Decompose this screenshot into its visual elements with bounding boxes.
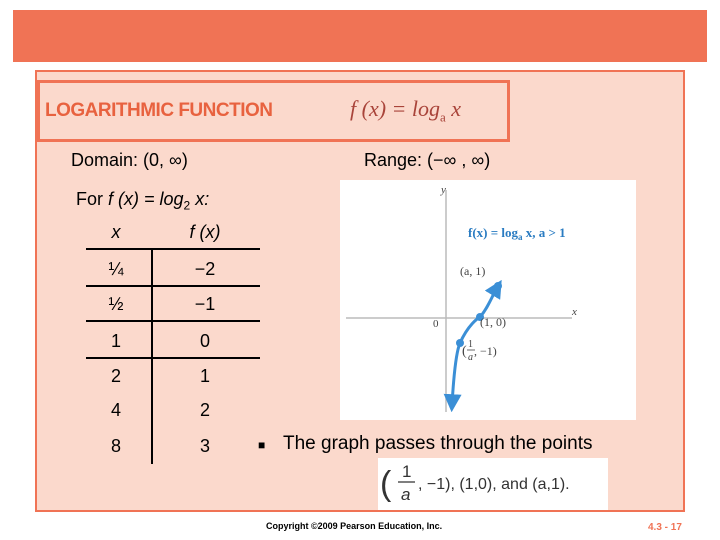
slide-number: 4.3 - 17 — [648, 522, 682, 533]
point-a-one — [494, 282, 502, 290]
y-axis-label: y — [441, 184, 446, 196]
example-heading: For f $(x) = \log_2 x$: — [76, 189, 210, 213]
frac-den: a — [401, 485, 411, 504]
table-header-rule — [86, 248, 260, 250]
slide-title: LOGARITHMIC FUNCTION — [45, 100, 273, 121]
table-row-rule — [86, 320, 260, 322]
table-cell-x: 1 — [110, 331, 121, 351]
domain-text: Domain: (0, ∞) — [71, 150, 188, 170]
table-cell-x: 2 — [110, 366, 121, 386]
svg-text:(: ( — [380, 465, 392, 503]
x-axis-label: x — [572, 306, 577, 318]
table-cell-fx: 1 — [199, 366, 210, 386]
point-a1-label: (a, 1) — [460, 264, 486, 278]
table-row-rule — [86, 285, 260, 287]
table-cell-x: 8 — [110, 436, 121, 456]
point-10-label: (1, 0) — [480, 315, 506, 329]
point-frac-paren: ( — [462, 344, 467, 359]
copyright-text: Copyright ©2009 Pearson Education, Inc. — [266, 521, 443, 531]
table-cell-fx: −1 — [194, 294, 216, 314]
point-frac-den: a — [468, 352, 473, 363]
frac-num: 1 — [402, 462, 412, 481]
bullet-icon: ■ — [258, 438, 266, 452]
bullet-text: The graph passes through the points — [283, 433, 593, 454]
table-header-x: x — [111, 222, 121, 242]
table-cell-x: ½ — [108, 294, 124, 314]
table-row-rule — [86, 357, 260, 359]
point-frac-num: 1 — [468, 339, 473, 350]
table-cell-fx: 3 — [199, 436, 210, 456]
point-frac-rest: , −1) — [474, 344, 497, 358]
points-formula — [378, 458, 608, 510]
table-cell-fx: 2 — [199, 400, 210, 420]
table-cell-fx: −2 — [194, 259, 216, 279]
top-banner — [13, 10, 707, 62]
range-text: Range: (−∞ , ∞) — [364, 150, 491, 170]
curve-label: $f(x) = \log_a x$, a > 1 — [468, 225, 566, 242]
origin-label: 0 — [433, 318, 439, 330]
points-rest: , −1), (1,0), and (a,1). — [418, 476, 570, 493]
table-cell-x: ¼ — [108, 259, 124, 279]
table-cell-x: 4 — [110, 400, 121, 420]
table-header-fx: f (x) — [189, 222, 221, 242]
log-graph — [340, 180, 636, 420]
title-formula: f $(x) = \log_a x$ — [350, 96, 462, 125]
table-cell-fx: 0 — [199, 331, 210, 351]
